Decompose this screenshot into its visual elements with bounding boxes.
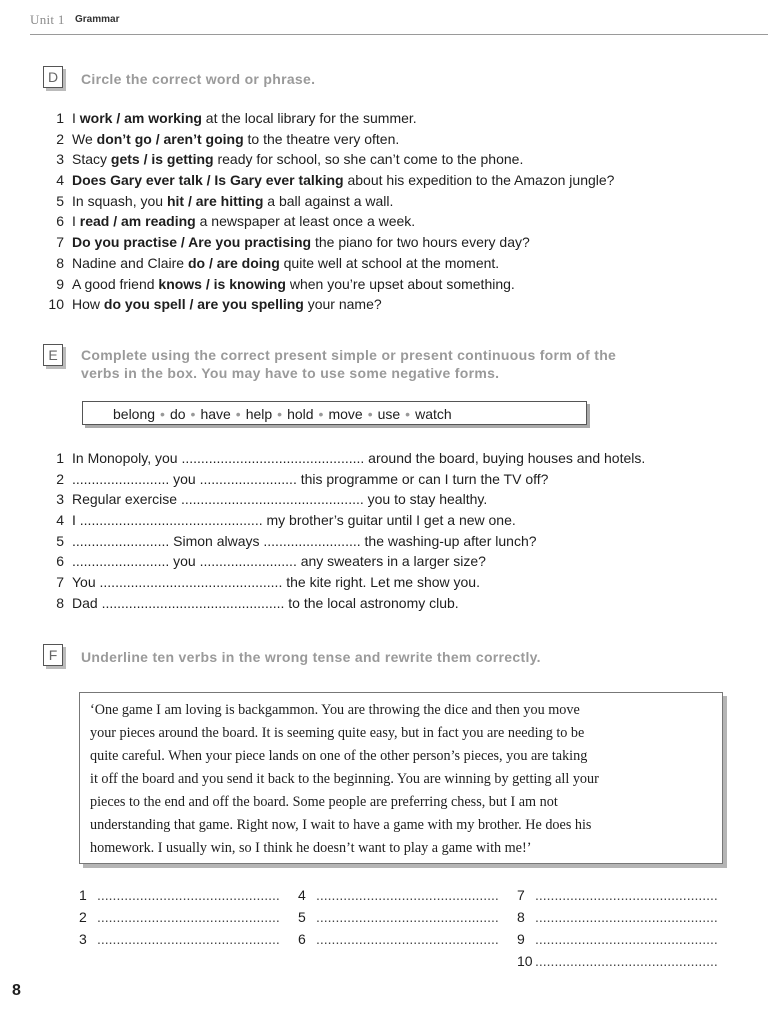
item-text: I <box>72 213 80 230</box>
answer-line[interactable] <box>79 906 280 928</box>
bullet-separator: • <box>405 406 411 422</box>
text-line: homework. I usually win, so I think he doesn’t want to play a game with me!’ <box>90 840 532 856</box>
exercise-e-item[interactable] <box>56 510 645 531</box>
answer-line[interactable] <box>79 884 280 906</box>
item-number: 7 <box>56 234 64 251</box>
answer-line[interactable] <box>298 906 499 928</box>
gap-fill-sentence: ......................... you ......................... any sweaters in a larger size? <box>72 553 486 570</box>
exercise-e-instruction-2: verbs in the box. You may have to use some negative forms. <box>81 365 500 381</box>
item-text: the piano for two hours every day? <box>311 234 530 251</box>
verb-word: have <box>200 406 231 422</box>
verb-word: belong <box>113 406 156 422</box>
bullet-separator: • <box>318 406 324 422</box>
gap-fill-sentence: Regular exercise ............................................... you to stay healthy. <box>72 491 488 508</box>
exercise-e-item[interactable] <box>56 489 645 510</box>
verb-word: use <box>377 406 401 422</box>
page-number: 8 <box>12 982 21 999</box>
answer-line[interactable] <box>517 906 718 928</box>
exercise-d-instruction: Circle the correct word or phrase. <box>81 71 316 87</box>
item-number: 2 <box>56 130 64 147</box>
item-text: ready for school, so she can’t come to the phone. <box>213 151 524 168</box>
item-number: 3 <box>56 491 64 508</box>
exercise-e-letter: E <box>43 344 63 366</box>
item-number: 4 <box>56 512 64 529</box>
verb-word: help <box>245 406 273 422</box>
exercise-d-item <box>56 253 614 274</box>
choice-option[interactable]: do / are doing <box>187 254 280 271</box>
exercise-e-list <box>56 448 646 614</box>
item-text: about his expedition to the Amazon jungle? <box>343 172 615 189</box>
item-number: 1 <box>56 450 64 466</box>
item-number: 9 <box>56 275 64 292</box>
verb-word: move <box>328 406 363 422</box>
item-text: A good friend <box>72 275 159 292</box>
exercise-d-item <box>56 170 615 191</box>
gap-fill-sentence: ......................... you ......................... this programme or can I turn the TV off? <box>72 470 549 487</box>
item-text: a newspaper at least once a week. <box>195 213 416 230</box>
exercise-d-letter: D <box>43 66 63 88</box>
answer-blank[interactable]: ............................................... <box>535 953 718 969</box>
section-label: Grammar <box>75 14 120 25</box>
choice-option[interactable]: hit / are hitting <box>166 192 264 209</box>
exercise-f-instruction: Underline ten verbs in the wrong tense and rewrite them correctly. <box>81 649 541 665</box>
answer-number: 1 <box>79 887 87 903</box>
item-text: to the theatre very often. <box>243 130 400 147</box>
answer-blank[interactable]: ............................................... <box>97 887 280 903</box>
bullet-separator: • <box>190 406 196 422</box>
bullet-separator: • <box>235 406 241 422</box>
answer-number: 2 <box>79 909 87 925</box>
answer-line[interactable] <box>517 928 718 950</box>
item-text: a ball against a wall. <box>263 192 394 209</box>
verb-word: watch <box>415 406 452 422</box>
answer-blank[interactable]: ............................................... <box>97 931 280 947</box>
item-text: I <box>72 110 80 126</box>
exercise-d-item <box>56 129 614 150</box>
header-rule <box>30 34 768 35</box>
item-number: 1 <box>56 110 64 126</box>
exercise-d-item <box>56 274 614 295</box>
item-number: 3 <box>56 151 64 168</box>
text-line: pieces to the end and off the board. Some people are preferring chess, but I am not <box>90 794 558 810</box>
gap-fill-sentence: ......................... Simon always ......................... the washing-up after lunch? <box>72 532 537 549</box>
item-text: In squash, you <box>72 192 167 209</box>
exercise-e-item[interactable] <box>56 531 645 552</box>
exercise-e-item[interactable] <box>56 551 645 572</box>
exercise-e-item[interactable] <box>56 469 645 490</box>
item-number: 5 <box>56 192 64 209</box>
answer-blank[interactable]: ............................................... <box>535 931 718 947</box>
item-text: Nadine and Claire <box>72 254 188 271</box>
item-number: 8 <box>56 594 64 611</box>
item-number: 4 <box>56 172 64 189</box>
answer-number: 10 <box>517 953 533 969</box>
answer-number: 5 <box>298 909 306 925</box>
exercise-e-item[interactable] <box>56 593 645 614</box>
item-text: your name? <box>303 296 382 313</box>
answer-line[interactable] <box>298 928 499 950</box>
gap-fill-sentence: You ............................................... the kite right. Let me show you. <box>72 574 480 591</box>
unit-label: Unit 1 <box>30 12 65 27</box>
answer-number: 3 <box>79 931 87 947</box>
answer-blank[interactable]: ............................................... <box>535 909 718 925</box>
item-text: when you’re upset about something. <box>285 275 515 292</box>
answer-blank[interactable]: ............................................... <box>97 909 280 925</box>
exercise-d-item <box>56 149 614 170</box>
item-number: 8 <box>56 254 64 271</box>
choice-option[interactable]: do you spell / are you spelling <box>103 296 304 313</box>
page-header <box>30 10 768 30</box>
item-text: How <box>72 296 104 313</box>
item-text: We <box>72 130 97 147</box>
answer-line[interactable] <box>517 884 718 906</box>
item-number: 7 <box>56 574 64 591</box>
exercise-d-item <box>56 191 614 212</box>
exercise-f-letter: F <box>43 644 63 666</box>
item-number: 5 <box>56 532 64 549</box>
item-number: 6 <box>56 553 64 570</box>
exercise-e-instruction-1: Complete using the correct present simple or present continuous form of the <box>81 347 617 363</box>
answer-blank[interactable]: ............................................... <box>316 931 499 947</box>
choice-option[interactable]: read / am reading <box>79 213 196 230</box>
gap-fill-sentence: Dad ............................................... to the local astronomy club. <box>72 594 459 611</box>
item-number: 6 <box>56 213 64 230</box>
answer-number: 7 <box>517 887 525 903</box>
answer-number: 8 <box>517 909 525 925</box>
exercise-e-item[interactable] <box>56 572 645 593</box>
choice-option[interactable]: gets / is getting <box>110 151 214 168</box>
item-text: Stacy <box>72 151 111 168</box>
answer-line[interactable] <box>517 950 718 972</box>
answer-number: 9 <box>517 931 525 947</box>
answer-blank[interactable]: ............................................... <box>535 887 718 903</box>
text-line: understanding that game. Right now, I wait to have a game with my brother. He does his <box>90 817 592 833</box>
exercise-d-list <box>48 108 615 315</box>
reading-text-box <box>79 692 723 864</box>
gap-fill-sentence: In Monopoly, you ............................................... around the board, buying houses and hotels. <box>72 450 646 466</box>
answer-number: 4 <box>298 887 306 903</box>
choice-option[interactable]: Do you practise / Are you practising <box>72 234 312 251</box>
exercise-d-item <box>48 294 614 315</box>
verb-word: hold <box>287 406 314 422</box>
bullet-separator: • <box>160 406 165 422</box>
item-text: at the local library for the summer. <box>201 110 417 126</box>
item-text: quite well at school at the moment. <box>279 254 500 271</box>
exercise-e-item[interactable] <box>56 448 646 469</box>
choice-option[interactable]: don’t go / aren’t going <box>96 130 244 147</box>
item-number: 2 <box>56 470 64 487</box>
answer-line[interactable] <box>298 884 499 906</box>
text-line: it off the board and you send it back to the beginning. You are winning by getting all your <box>90 771 599 787</box>
answer-blank[interactable]: ............................................... <box>316 887 499 903</box>
exercise-d-item <box>56 232 614 253</box>
choice-option[interactable]: Does Gary ever talk / Is Gary ever talking <box>72 172 344 189</box>
verb-box <box>82 401 587 425</box>
item-number: 10 <box>48 296 64 313</box>
choice-option[interactable]: work / am working <box>79 110 202 126</box>
exercise-d-item <box>56 108 614 129</box>
text-line: your pieces around the board. It is seeming quite easy, but in fact you are needing to be <box>90 725 585 741</box>
bullet-separator: • <box>367 406 373 422</box>
answer-blank[interactable]: ............................................... <box>316 909 499 925</box>
bullet-separator: • <box>277 406 283 422</box>
answer-line[interactable] <box>79 928 280 950</box>
exercise-d-item <box>56 211 614 232</box>
text-line: ‘One game I am loving is backgammon. You are throwing the dice and then you move <box>90 702 580 718</box>
gap-fill-sentence: I ............................................... my brother’s guitar until I get a new one. <box>72 512 516 529</box>
verb-word: do <box>169 406 186 422</box>
text-line: quite careful. When your piece lands on one of the other person’s pieces, you are taking <box>90 748 588 764</box>
choice-option[interactable]: knows / is knowing <box>158 275 286 292</box>
answer-number: 6 <box>298 931 306 947</box>
